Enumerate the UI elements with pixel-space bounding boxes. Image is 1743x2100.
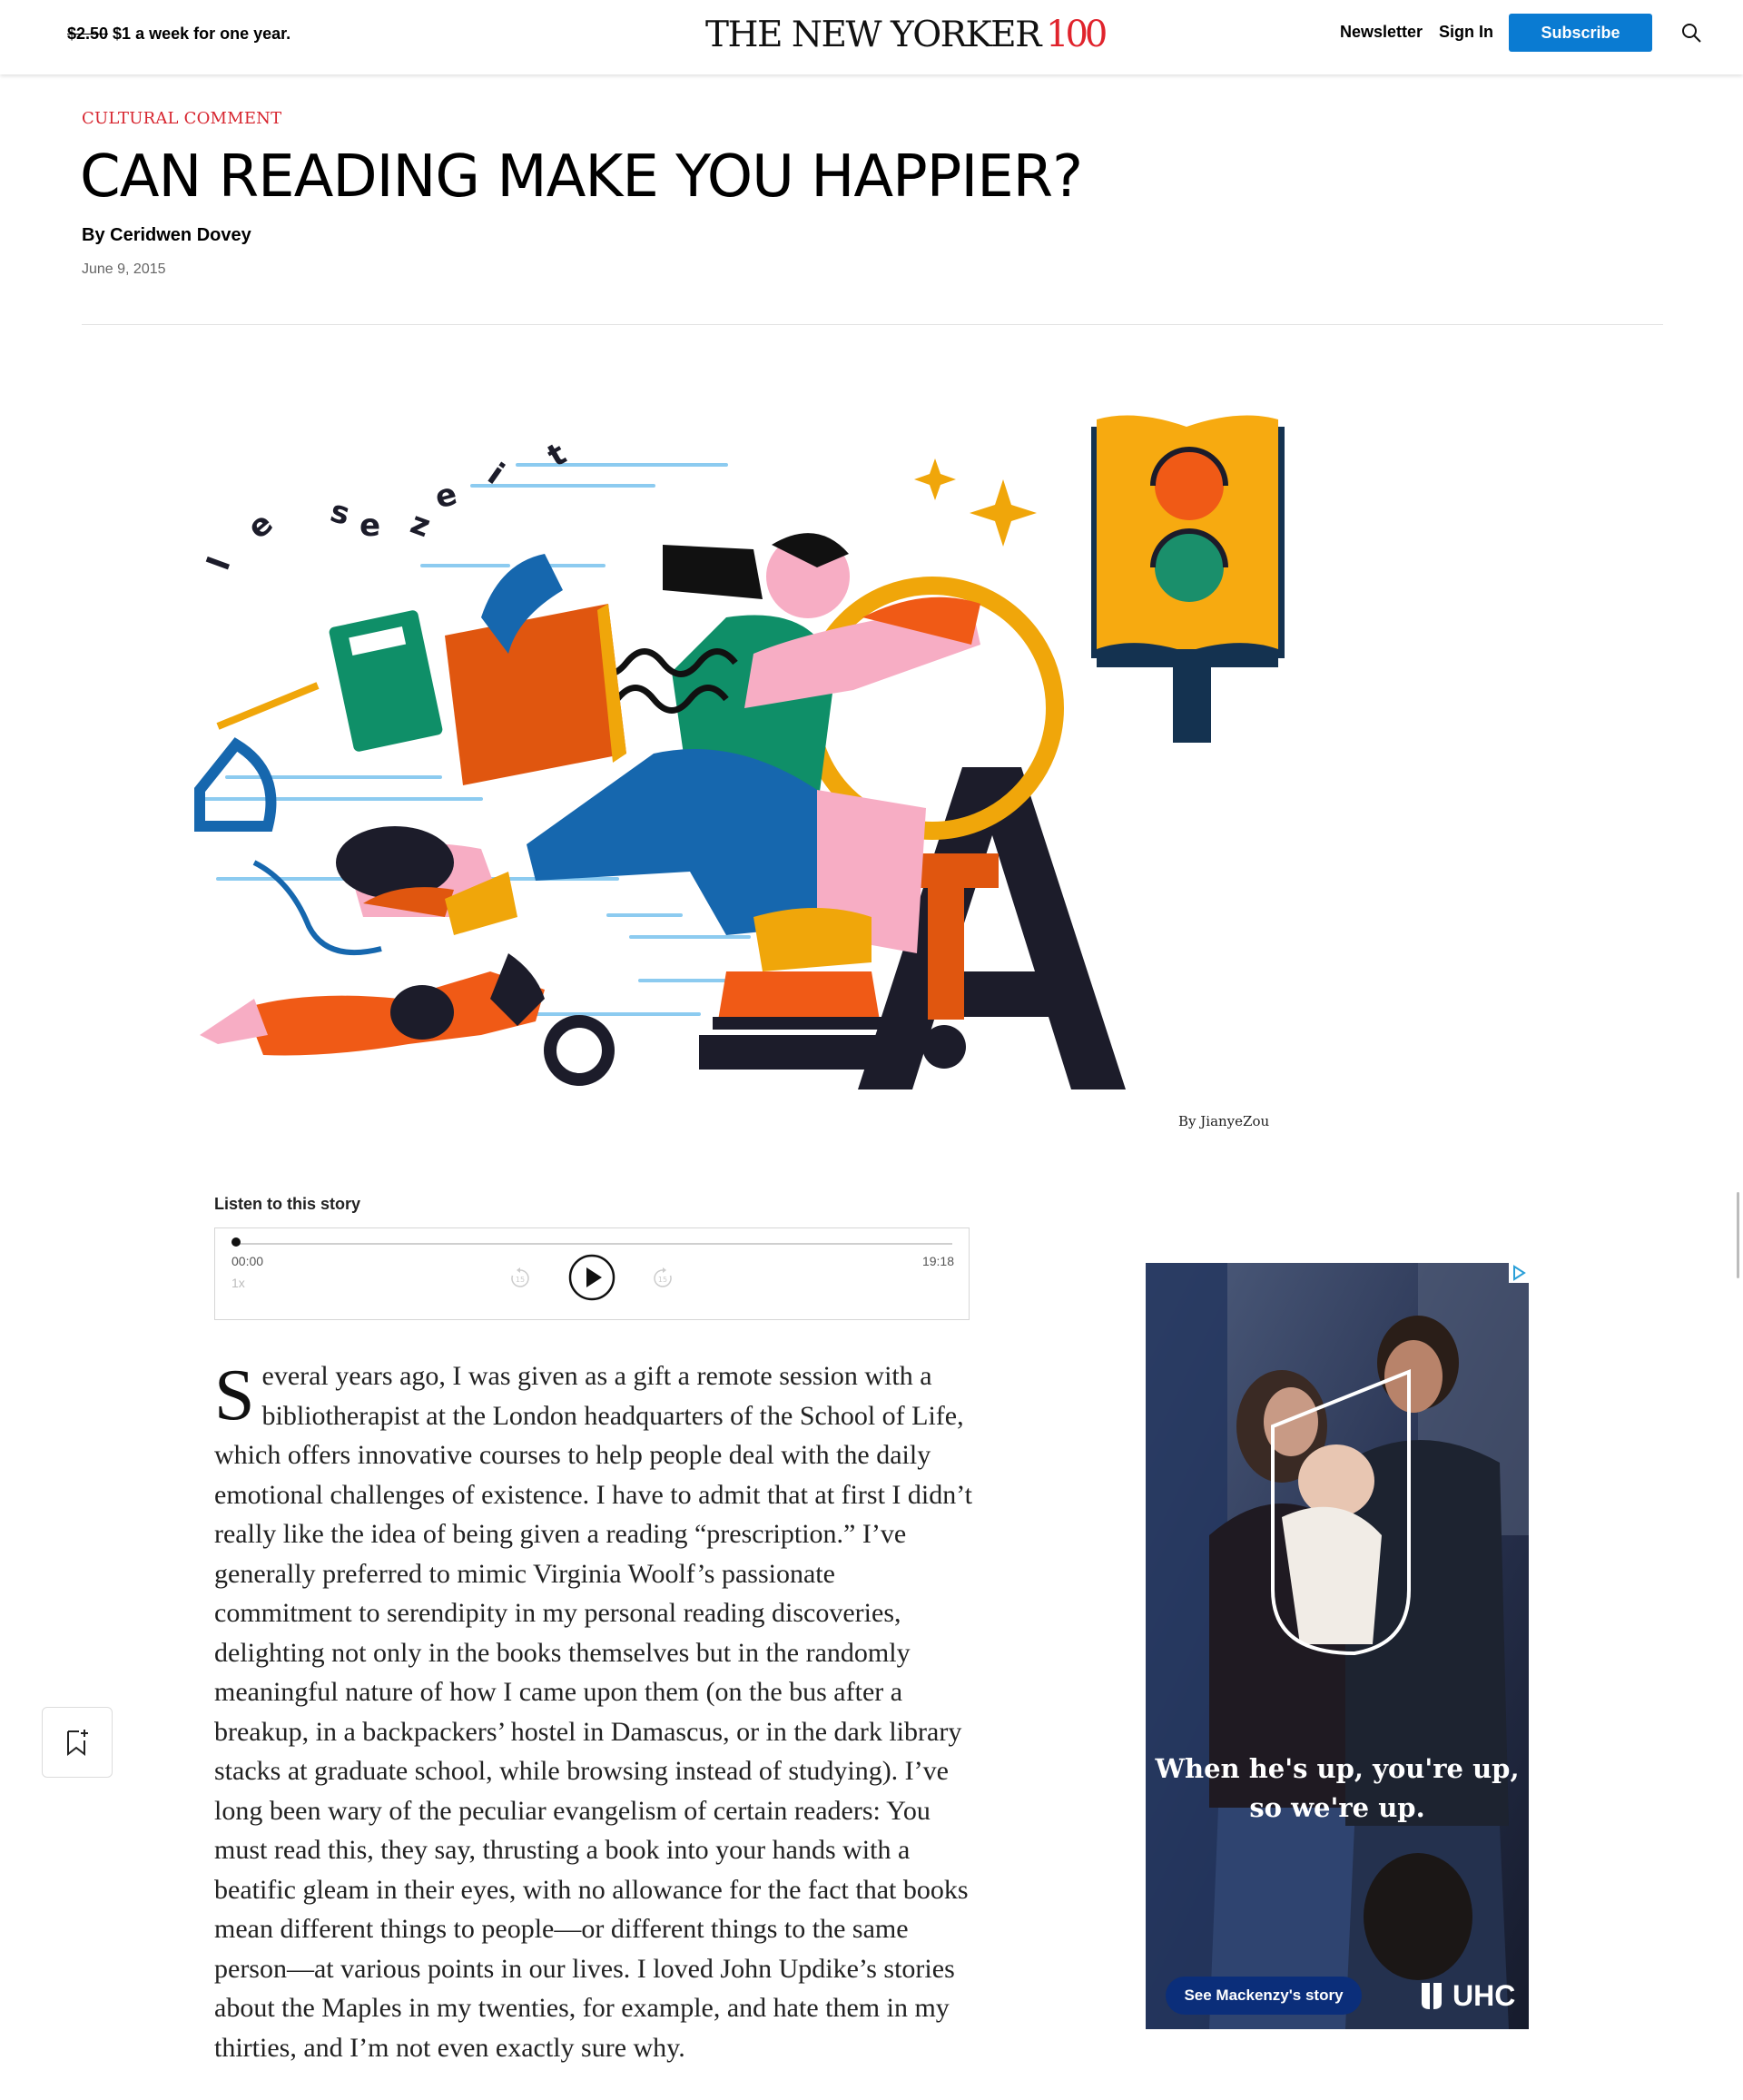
- skip-forward-15-icon[interactable]: [651, 1267, 675, 1290]
- drop-cap: S: [214, 1356, 255, 1435]
- listen-label: Listen to this story: [214, 1195, 361, 1213]
- article-body-paragraph: [214, 1356, 979, 2067]
- svg-text:15: 15: [515, 1276, 526, 1284]
- site-header: [0, 0, 1743, 74]
- article-headline: CAN READING MAKE YOU HAPPIER?: [80, 143, 1083, 211]
- illustration-letter: t: [541, 436, 573, 475]
- illustration-letter: z: [405, 504, 436, 546]
- subscribe-button[interactable]: Subscribe: [1509, 14, 1652, 52]
- ad-cta-button[interactable]: See Mackenzy's story: [1166, 1977, 1362, 2015]
- sign-in-link[interactable]: Sign In: [1439, 23, 1493, 41]
- advertisement[interactable]: [1146, 1263, 1529, 2029]
- ad-brand-logo: [1418, 1977, 1515, 2015]
- promo-old-price: $2.50: [67, 25, 109, 43]
- header-divider: [82, 324, 1663, 325]
- ad-brand-text: UHC: [1452, 1978, 1516, 2012]
- audio-duration: 19:18: [921, 1254, 954, 1268]
- article-body-text: everal years ago, I was given as a gift a remote session with a bibliotherapist at the London headquarters of the School of Life, which offers innovative courses to help people deal with the daily emotional challenges of existence. I have to admit that at first I didn’t really like the idea of being given a reading “prescription.” I’ve generally preferred to mimic Virginia Woolf’s passionate commitment to serendipity in my personal reading discoveries, delighting not only in the books themselves but in the randomly meaningful nature of how I came upon them (on the bus after a breakup, in a backpackers’ hostel in Damascus, or in the dark library stacks at graduate school, while browsing instead of studying). I’ve long been wary of the peculiar evangelism of certain readers: You must read this, they say, thrusting a book into your hands with a beatific gleam in their eyes, with no allowance for the fact that books mean different things to people—or different things to the same person—at various points in our lives. I loved John Updike’s stories about the Maples in my twenties, for example, and hate them in my thirties, and I’m not even exactly sure why.: [214, 1361, 973, 2063]
- illustration-letter: e: [430, 476, 461, 517]
- audio-progress-knob[interactable]: [231, 1237, 241, 1247]
- ad-photo: [1146, 1263, 1529, 2029]
- article-byline[interactable]: By Ceridwen Dovey: [82, 225, 251, 245]
- bookmark-add-icon: [64, 1728, 90, 1757]
- audio-progress-track[interactable]: [233, 1243, 952, 1245]
- playback-speed[interactable]: 1x: [231, 1276, 245, 1290]
- uhc-logo-icon: [1418, 1979, 1445, 2012]
- svg-text:15: 15: [657, 1276, 668, 1284]
- ad-choices-icon[interactable]: [1509, 1263, 1529, 1283]
- site-logo[interactable]: [705, 11, 1105, 58]
- logo-text: THE NEW YORKER: [705, 14, 1041, 55]
- illustration-letter: e: [241, 505, 281, 547]
- scrollbar-thumb[interactable]: [1737, 1192, 1739, 1278]
- promo-banner[interactable]: [67, 25, 290, 44]
- audio-player: [214, 1227, 970, 1320]
- article-rubric[interactable]: CULTURAL COMMENT: [82, 109, 282, 128]
- illustration-credit: By JianyeZou: [1178, 1113, 1270, 1129]
- article-illustration: [182, 409, 1289, 1099]
- illustration-letter: e: [359, 508, 381, 544]
- newsletter-link[interactable]: Newsletter: [1340, 23, 1423, 41]
- save-article-button[interactable]: [42, 1707, 113, 1778]
- skip-back-15-icon[interactable]: [508, 1267, 532, 1290]
- article-date: June 9, 2015: [82, 261, 166, 277]
- audio-current-time: 00:00: [231, 1254, 264, 1268]
- play-icon[interactable]: [568, 1254, 615, 1301]
- illustration-letter: l: [200, 552, 239, 576]
- ad-headline: When he's up, you're up, so we're up.: [1155, 1753, 1520, 1823]
- illustration-letter: s: [326, 493, 354, 533]
- promo-text: $1 a week for one year.: [113, 25, 291, 43]
- logo-badge: 100: [1046, 14, 1105, 55]
- search-icon[interactable]: [1680, 22, 1702, 44]
- illustration-letter: i: [480, 456, 511, 493]
